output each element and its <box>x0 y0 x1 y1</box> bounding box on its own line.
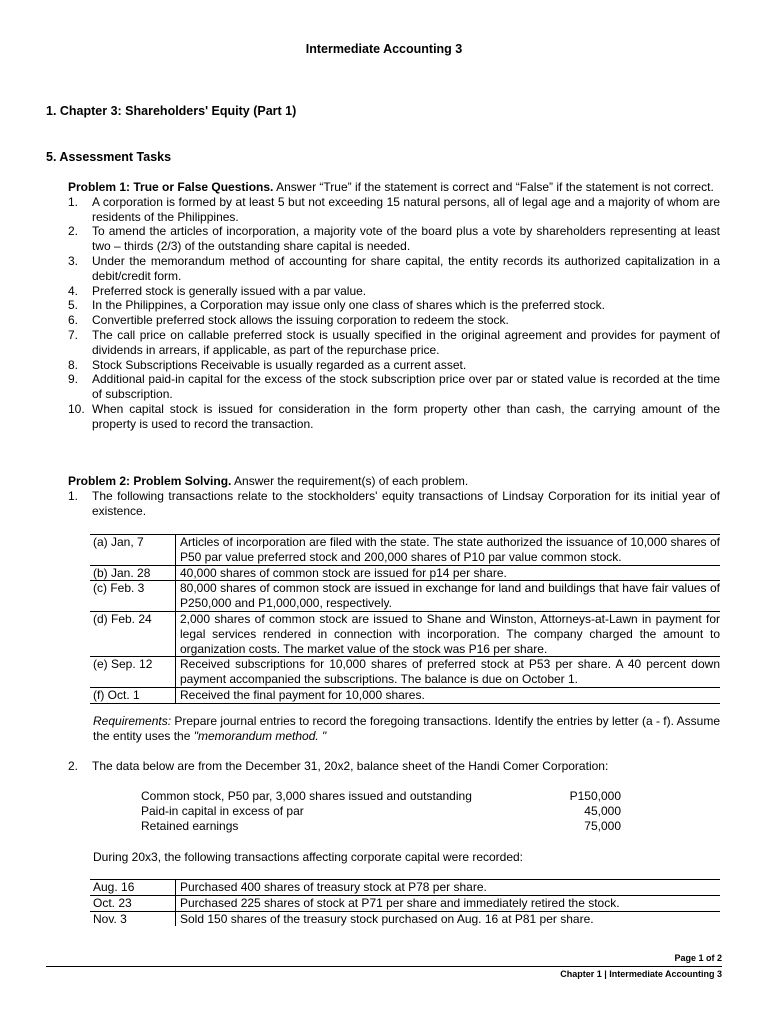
requirements <box>93 714 720 744</box>
item-text: The data below are from the December 31, 20x2, balance sheet of the Handi Comer Corporation: <box>92 759 609 773</box>
item-number: 2. <box>68 224 79 239</box>
row-date: Oct. 23 <box>90 895 176 911</box>
problem2-q2 <box>68 759 720 774</box>
table-row <box>90 687 720 703</box>
row-text: Purchased 225 shares of stock at P71 per share and immediately retired the stock. <box>180 895 620 910</box>
balance-amount: 45,000 <box>584 804 621 818</box>
row-text: 40,000 shares of common stock are issued for p14 per share. <box>180 565 507 580</box>
row-text: Sold 150 shares of the treasury stock purchased on Aug. 16 at P81 per share. <box>180 911 594 926</box>
item-text: Convertible preferred stock allows the issuing corporation to redeem the stock. <box>92 313 509 328</box>
footer-chapter: Chapter 1 | Intermediate Accounting 3 <box>560 969 722 979</box>
row-date: (f) Oct. 1 <box>90 687 176 703</box>
item-number: 10. <box>68 401 85 416</box>
item-text: To amend the articles of incorporation, a majority vote of the board plus a vote by shareholders representing at least two – thirds (2/3) of the outstanding share capital is needed. <box>92 224 720 254</box>
row-text: Received subscriptions for 10,000 shares of preferred stock at P53 per share. A 40 percent down payment accompanied the subscriptions. The balance is due on October 1. <box>180 657 720 687</box>
list-item <box>68 224 720 254</box>
item-text: The following transactions relate to the stockholders' equity transactions of Lindsay Corporation for its initial year of existence. <box>92 488 720 518</box>
problem2-block <box>68 474 720 518</box>
table-row <box>90 657 720 688</box>
list-item <box>68 489 720 519</box>
item-text: Preferred stock is generally issued with a par value. <box>92 283 367 298</box>
table-row <box>90 535 720 566</box>
item-text: Additional paid-in capital for the excess of the stock subscription price over par or stated value is recorded at the time of subscription. <box>92 372 720 402</box>
item-number: 1. <box>68 488 79 503</box>
balance-amount: 75,000 <box>584 819 621 833</box>
footer-divider <box>46 966 722 967</box>
transactions-table-1 <box>90 534 720 704</box>
list-item <box>68 328 720 358</box>
item-number: 2. <box>68 759 79 773</box>
balance-label: Common stock, P50 par, 3,000 shares issued and outstanding <box>141 789 472 803</box>
item-number: 8. <box>68 357 79 372</box>
problem2-q2-list <box>68 759 720 774</box>
row-date: Aug. 16 <box>90 880 176 896</box>
row-date: (d) Feb. 24 <box>90 611 176 656</box>
transactions-table-2 <box>90 879 720 926</box>
balance-label: Retained earnings <box>141 819 239 833</box>
item-number: 9. <box>68 372 79 387</box>
item-text: A corporation is formed by at least 5 but not exceeding 15 natural persons, all of legal age and a majority of whom are residents of the Philippines. <box>92 194 720 224</box>
chapter-heading: 1. Chapter 3: Shareholders' Equity (Part 1) <box>46 104 297 118</box>
row-text: Articles of incorporation are filed with the state. The state authorized the issuance of 10,000 shares of P50 par value preferred stock and 200,000 shares of P10 par value common stock. <box>180 535 720 564</box>
problem2-intro <box>68 474 720 489</box>
list-item <box>68 195 720 225</box>
row-text: Received the final payment for 10,000 shares. <box>180 687 425 702</box>
problem2-instruction: Answer the requirement(s) of each problem. <box>231 474 469 488</box>
row-date: Nov. 3 <box>90 911 176 926</box>
list-item <box>68 402 720 432</box>
list-item <box>68 313 720 328</box>
page-number: Page 1 of 2 <box>674 953 722 963</box>
row-date: (b) Jan. 28 <box>90 565 176 581</box>
list-item <box>68 372 720 402</box>
list-item <box>68 284 720 299</box>
item-number: 3. <box>68 253 79 268</box>
document-title: Intermediate Accounting 3 <box>305 42 463 56</box>
list-item <box>68 254 720 284</box>
balance-amount: P150,000 <box>569 789 621 803</box>
problem2-q1 <box>68 489 720 519</box>
problem1-instruction: Answer “True” if the statement is correct and “False” if the statement is not correct. <box>273 180 714 194</box>
problem2-label: Problem 2: Problem Solving. <box>68 474 232 488</box>
balance-label: Paid-in capital in excess of par <box>141 804 304 818</box>
item-text: In the Philippines, a Corporation may issue only one class of shares which is the preferred stock. <box>92 298 605 313</box>
item-number: 7. <box>68 327 79 342</box>
row-text: 80,000 shares of common stock are issued in exchange for land and buildings that have fair values of P250,000 and P1,000,000, respectively. <box>180 581 720 611</box>
requirements-text: Prepare journal entries to record the foregoing transactions. Identify the entries by letter (a - f). Assume the entity uses the <box>93 714 720 743</box>
table-row <box>90 911 720 926</box>
table-row <box>90 611 720 656</box>
problem1-intro <box>68 180 720 195</box>
problem1-list <box>68 195 720 432</box>
balance-sheet-data <box>141 789 621 834</box>
problem1-block <box>68 180 720 432</box>
list-item <box>68 759 720 774</box>
table-row <box>90 880 720 896</box>
balance-row <box>141 789 621 804</box>
row-date: (c) Feb. 3 <box>90 581 176 612</box>
item-number: 4. <box>68 283 79 298</box>
requirements-label: Requirements: <box>93 714 172 728</box>
list-item <box>68 298 720 313</box>
during-text: During 20x3, the following transactions affecting corporate capital were recorded: <box>93 850 524 864</box>
table-row <box>90 895 720 911</box>
row-text: 2,000 shares of common stock are issued to Shane and Winston, Attorneys-at-Lawn in payment for legal services rendered in connection with incorporation. The company charged the amount to organization costs. The market value of the stock was P16 per share. <box>180 611 720 656</box>
row-text: Purchased 400 shares of treasury stock at P78 per share. <box>180 880 487 894</box>
table-row <box>90 581 720 612</box>
item-text: Under the memorandum method of accounting for share capital, the entity records its authorized capitalization in a debit/credit form. <box>92 253 720 283</box>
list-item <box>68 358 720 373</box>
balance-row <box>141 804 621 819</box>
row-date: (a) Jan, 7 <box>90 535 176 566</box>
item-number: 6. <box>68 313 79 328</box>
requirements-method: "memorandum method. " <box>193 728 327 743</box>
table-row <box>90 565 720 581</box>
row-date: (e) Sep. 12 <box>90 657 176 688</box>
item-text: The call price on callable preferred stock is usually specified in the original agreement and provides for payment of dividends in arrears, if applicable, as part of the repurchase price. <box>92 327 720 357</box>
balance-row <box>141 819 621 834</box>
section-heading: 5. Assessment Tasks <box>46 150 172 164</box>
item-text: Stock Subscriptions Receivable is usually regarded as a current asset. <box>92 357 467 372</box>
item-number: 1. <box>68 194 79 209</box>
item-text: When capital stock is issued for consideration in the form property other than cash, the carrying amount of the property is used to record the transaction. <box>92 401 720 431</box>
item-number: 5. <box>68 298 79 313</box>
problem1-label: Problem 1: True or False Questions. <box>68 180 274 194</box>
